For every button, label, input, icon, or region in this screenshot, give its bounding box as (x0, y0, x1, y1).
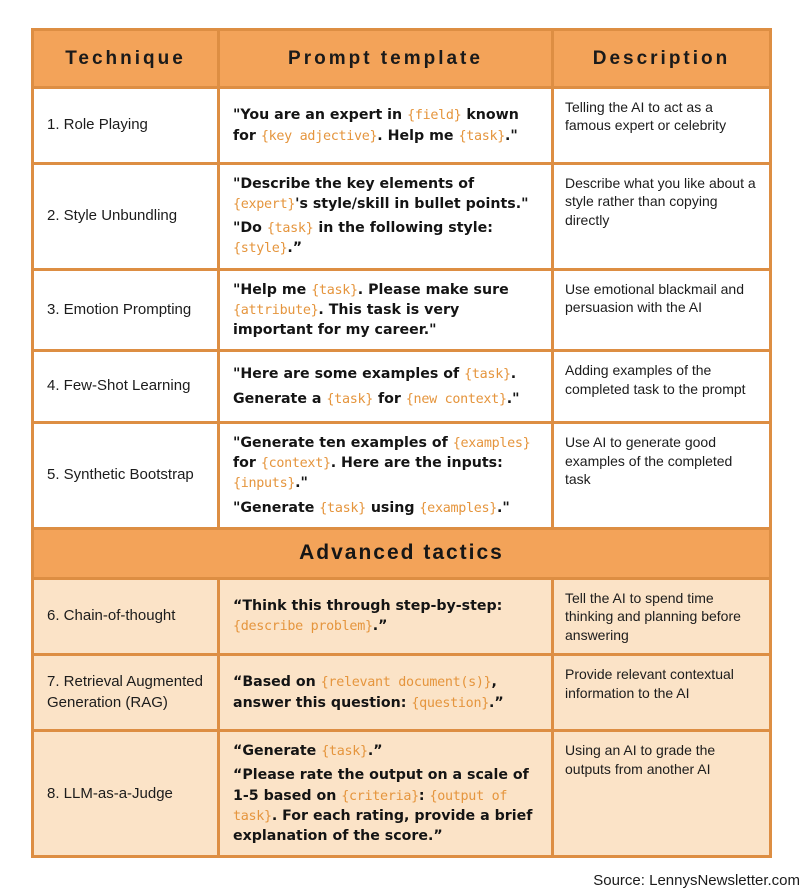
template-text: . This task is very important for my career." (233, 301, 460, 338)
table-row (33, 88, 771, 164)
template-cell (219, 423, 553, 529)
template-line (233, 596, 538, 636)
template-text: using (365, 499, 420, 516)
template-text: "You are an expert in (233, 107, 408, 124)
template-text: .” (287, 240, 303, 257)
template-cell (219, 351, 553, 423)
placeholder-token: {style} (233, 241, 288, 257)
template-line (233, 498, 538, 518)
header-prompt-template: Prompt template (219, 30, 553, 88)
template-text: . Help me (377, 127, 459, 144)
placeholder-token: {task} (321, 744, 368, 760)
template-text: , answer this question: (233, 674, 497, 711)
description-cell: Use emotional blackmail and persuasion with the AI (553, 269, 771, 350)
placeholder-token: {output of task} (233, 788, 508, 824)
table-row (33, 351, 771, 423)
template-text: for (233, 455, 261, 472)
placeholder-token: {inputs} (233, 476, 296, 492)
header-description: Description (553, 30, 771, 88)
template-text: “Please rate the output on a scale of 1-5 based on (233, 767, 529, 804)
template-text: . (510, 366, 517, 383)
template-text: "Describe the key elements of (233, 176, 475, 192)
template-text: "Generate ten examples of (233, 435, 453, 452)
description-cell: Adding examples of the completed task to the prompt (553, 351, 771, 423)
template-text: for (373, 390, 406, 407)
template-text: ." (506, 390, 520, 407)
template-line (233, 364, 538, 384)
template-text: .” (367, 743, 383, 760)
advanced-tactics-banner: Advanced tactics (33, 528, 771, 578)
template-cell (219, 731, 553, 857)
table-row (33, 655, 771, 731)
description-cell: Telling the AI to act as a famous expert or celebrity (553, 88, 771, 164)
template-text: ." (505, 127, 518, 144)
template-text: . Here are the inputs: (330, 455, 503, 472)
template-text: known for (233, 107, 519, 144)
template-cell (219, 88, 553, 164)
description-cell: Describe what you like about a style rather than copying directly (553, 164, 771, 270)
placeholder-token: {key adjective} (260, 128, 378, 144)
placeholder-token: {context} (260, 456, 331, 472)
header-row (33, 30, 771, 88)
placeholder-token: {question} (411, 695, 489, 711)
basic-rows (33, 88, 771, 529)
template-line (233, 218, 538, 258)
template-text: "Generate (233, 499, 320, 516)
advanced-rows (33, 578, 771, 856)
description-cell: Tell the AI to spend time thinking and planning before answering (553, 578, 771, 654)
template-line (233, 433, 538, 493)
template-line (233, 105, 538, 145)
placeholder-token: {criteria} (341, 788, 419, 804)
template-text: . Please make sure (357, 281, 509, 298)
placeholder-token: {task} (266, 221, 314, 237)
placeholder-token: {relevant document(s)} (320, 675, 492, 691)
table-row (33, 164, 771, 270)
banner-row (33, 528, 771, 578)
placeholder-token: {field} (407, 108, 462, 124)
template-cell (219, 164, 553, 270)
template-text: “Based on (233, 674, 321, 691)
placeholder-token: {examples} (452, 436, 531, 452)
table-row (33, 423, 771, 529)
template-cell (219, 655, 553, 731)
template-line (233, 672, 538, 712)
banner-section (33, 528, 771, 578)
placeholder-token: {task} (311, 282, 358, 298)
description-cell: Provide relevant contextual information to the AI (553, 655, 771, 731)
table-row (33, 731, 771, 857)
template-text: "Help me (233, 281, 312, 298)
table-row (33, 269, 771, 350)
technique-cell: 4. Few-Shot Learning (33, 351, 219, 423)
template-text: “Think this through step-by-step: (233, 598, 503, 615)
description-cell: Use AI to generate good examples of the completed task (553, 423, 771, 529)
header-technique: Technique (33, 30, 219, 88)
template-line (233, 765, 538, 846)
technique-cell: 2. Style Unbundling (33, 164, 219, 270)
template-text: ." (295, 475, 308, 492)
template-text: “Generate (233, 743, 322, 760)
placeholder-token: {task} (458, 128, 506, 144)
placeholder-token: {describe problem} (233, 619, 373, 635)
template-cell (219, 578, 553, 654)
template-cell (219, 269, 553, 350)
placeholder-token: {attribute} (233, 302, 319, 318)
description-cell: Using an AI to grade the outputs from another AI (553, 731, 771, 857)
template-text: "Do (233, 220, 267, 237)
placeholder-token: {examples} (419, 500, 498, 516)
template-text: "Here are some examples of (233, 366, 465, 383)
source-attribution: Source: LennysNewsletter.com (593, 872, 800, 889)
technique-cell: 3. Emotion Prompting (33, 269, 219, 350)
placeholder-token: {task} (326, 391, 373, 407)
template-text: ." (497, 499, 510, 516)
technique-cell: 6. Chain-of-thought (33, 578, 219, 654)
placeholder-token: {task} (464, 367, 511, 383)
template-text: 's style/skill in bullet points." (295, 196, 529, 213)
template-text: : (418, 787, 430, 804)
technique-cell: 7. Retrieval Augmented Generation (RAG) (33, 655, 219, 731)
placeholder-token: {task} (319, 500, 366, 516)
template-line (233, 741, 538, 761)
placeholder-token: {expert} (233, 197, 296, 213)
placeholder-token: {new context} (405, 391, 507, 407)
technique-cell: 8. LLM-as-a-Judge (33, 731, 219, 857)
template-text: .” (372, 618, 388, 635)
template-text: in the following style: (313, 220, 493, 237)
template-text: Generate a (233, 390, 327, 407)
template-line (233, 280, 538, 340)
technique-cell: 5. Synthetic Bootstrap (33, 423, 219, 529)
template-text: . For each rating, provide a brief explanation of the score.” (233, 807, 533, 844)
table-header (33, 30, 771, 88)
table-row (33, 578, 771, 654)
template-line (233, 174, 538, 214)
technique-cell: 1. Role Playing (33, 88, 219, 164)
template-line (233, 389, 538, 409)
template-text: .” (488, 694, 504, 711)
techniques-table (31, 28, 772, 858)
